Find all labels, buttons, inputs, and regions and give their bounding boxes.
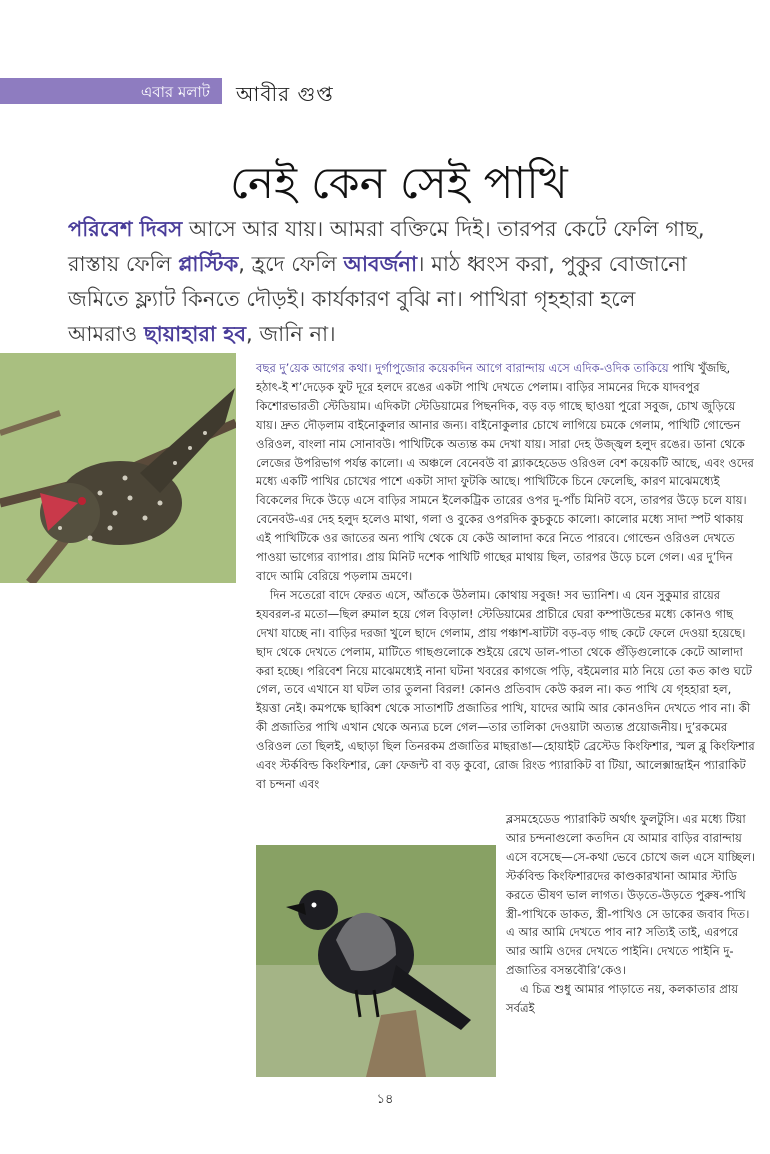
crow-photo: [256, 845, 496, 1077]
lede-text: আসে আর যায়। আমরা বক্তিমে দিই। তারপর কেটে ফেলি গাছ, রাস্তায় ফেলি: [68, 217, 705, 276]
page-number: ১৪: [376, 1092, 394, 1107]
article-body-continuation: [506, 810, 756, 1018]
lede-highlight: আবর্জনা: [343, 252, 418, 276]
author-name: আবীর গুপ্ত: [236, 82, 334, 106]
crow-illustration: [256, 845, 496, 1077]
body-lead-in: বছর দু’য়েক আগের কথা। দুর্গাপুজোর কয়েকদিন আগে বারান্দায় এসে এদিক-ওদিক তাকিয়ে: [256, 361, 669, 375]
lede-text: , জানি না।: [246, 322, 336, 346]
article-body-column: [256, 359, 756, 794]
article-lede: [68, 212, 708, 352]
section-band: [0, 78, 222, 104]
lede-text: । মাঠ ধ্বংস করা, পুকুর বোজানো জমিতে ফ্ল্যাট কিনতে দৌড়ই। কার্যকারণ বুঝি না। পাখিরা গৃহহারা হলে আমরাও: [68, 252, 687, 346]
body-paragraph: ব্লসমহেডেড প্যারাকিট অর্থাৎ ফুলটুসি। এর মধ্যে টিয়া আর চন্দনাগুলো কতদিন যে আমার বাড়ির বারান্দায় এসে বসেছে—সে-কথা ভেবে চোখে জল এসে যাচ্ছিল। স্টর্কবিল্ড কিংফিশারদের কাণ্ডকারখানা আমার স্টাডি করতে ভীষণ ভাল লাগত। উড়তে-উড়তে পুরুষ-পাখি স্ত্রী-পাখিকে ডাকত, স্ত্রী-পাখিও সে ডাকের জবাব দিত। এ আর আমি দেখতে পাব না? সত্যিই তাই, এরপরে আর আমি ওদের দেখতে পাইনি। দেখতে পাইনি দু-প্রজাতির বসন্তবৌরি’কেও।: [506, 812, 756, 978]
article-headline: নেই কেন সেই পাখি: [230, 158, 568, 209]
lede-highlight: প্লাস্টিক: [178, 252, 239, 276]
body-paragraph: এ চিত্র শুধু আমার পাড়াতে নয়, কলকাতার প্রায় সর্বত্রই: [506, 982, 739, 1016]
lede-highlight: ছায়াহারা হব: [143, 322, 247, 346]
body-paragraph: দিন সতেরো বাদে ফেরত এসে, আঁতকে উঠলাম। কোথায় সবুজ! সব ভ্যানিশ। এ যেন সুকুমার রায়ের হযবরল-র মতো—ছিল রুমাল হয়ে গেল বিড়াল! স্টেডিয়ামের প্রাচীরে ঘেরা কম্পাউন্ডের মধ্যে কোনও গাছ দেখা যাচ্ছে না। বাড়ির দরজা খুলে ছাদে গেলাম, প্রায় পঞ্চাশ-ষাটটা বড়-বড় গাছ কেটে ফেলে দেওয়া হয়েছে। ছাদ থেকে দেখতে পেলাম, মাটিতে গাছগুলোকে শুইয়ে রেখে ডাল-পাতা থেকে গুঁড়িগুলোকে কেটে আলাদা করা হচ্ছে। পরিবেশ নিয়ে মাঝেমধ্যেই নানা ঘটনা খবরের কাগজে পড়ি, বইমেলার মাঠ নিয়ে তো কত কাণ্ড ঘটে গেল, তবে এখানে যা ঘটল তার তুলনা বিরল! কোনও প্রতিবাদ কেউ করল না। কত পাখি যে গৃহহারা হল, ইয়ত্তা নেই। কমপক্ষে ছাব্বিশ থেকে সাতাশটি প্রজাতির পাখি, যাদের আমি আর কোনওদিন দেখতে পাব না। কী কী প্রজাতির পাখি এখান থেকে অন্যত্র চলে গেল—তার তালিকা দেওয়াটা অত্যন্ত প্রয়োজনীয়। দু’রকমের ওরিওল তো ছিলই, এছাড়া ছিল তিনরকম প্রজাতির মাছরাঙা—হোয়াইট ব্রেস্টেড কিংফিশার, স্মল ব্লু কিংফিশার এবং স্টর্কবিল্ড কিংফিশার, ক্রো ফেজন্ট বা বড় কুবো, রোজ রিংড প্যারাকিট বা টিয়া, আলেক্সান্দ্রাইন প্যারাকিট বা চন্দনা এবং: [256, 587, 755, 791]
lede-text: , হ্রদে ফেলি: [238, 252, 344, 276]
section-label: এবার মলাট: [140, 83, 210, 101]
koel-photo: [0, 353, 236, 583]
body-text: পাখি খুঁজছি, হঠাৎ-ই শ’দেড়েক ফুট দূরে হলদে রঙের একটা পাখি দেখতে পেলাম। বাড়ির সামনের দিকে যাদবপুর কিশোরভারতী স্টেডিয়াম। এদিকটা স্টেডিয়ামের পিছনদিক, বড় বড় গাছে ছাওয়া পুরো সবুজ, চোখ জুড়িয়ে যায়। দ্রুত দৌড়লাম বাইনোকুলার আনার জন্য। বাইনোকুলার চোখে লাগিয়ে চমকে গেলাম, পাখিটি গোল্ডেন ওরিওল, বাংলা নাম সোনাবউ। পাখিটিকে অত্যন্ত কম দেখা যায়। সারা দেহ উজ্জ্বল হলুদ রঙের। ডানা থেকে লেজের উপরিভাগ পর্যন্ত কালো। এ অঞ্চলে বেনেবউ বা ব্ল্যাকহেডেড ওরিওল বেশ কয়েকটি আছে, এবং ওদের মধ্যে একটি পাখির চোখের পাশে একটা সাদা ফুটকি আছে। পাখিটিকে চিনে ফেলেছি, কারণ মাঝেমধ্যেই বিকেলের দিকে উড়ে এসে বাড়ির সামনে ইলেকট্রিক তারের ওপর দু-পাঁচ মিনিট বসে, তারপর উড়ে চলে যায়। বেনেবউ-এর দেহ হলুদ হলেও মাথা, গলা ও বুকের ওপরদিক কুচকুচে কালো। কালোর মধ্যে সাদা স্পট থাকায় এই পাখিটিকে ওর জাতের অন্য পাখি থেকে যে কেউ আলাদা করে নিতে পারবে। গোল্ডেন ওরিওল দেখতে পাওয়া ভাগ্যের ব্যাপার। প্রায় মিনিট দশেক পাখিটি গাছের মাথায় ছিল, তারপর উড়ে চলে গেল। এর দু’দিন বাদে আমি বেরিয়ে পড়লাম ভ্রমণে।: [256, 361, 754, 583]
body-paragraph: [256, 359, 756, 586]
lede-highlight: পরিবেশ দিবস: [68, 217, 183, 241]
koel-illustration: [0, 353, 236, 583]
